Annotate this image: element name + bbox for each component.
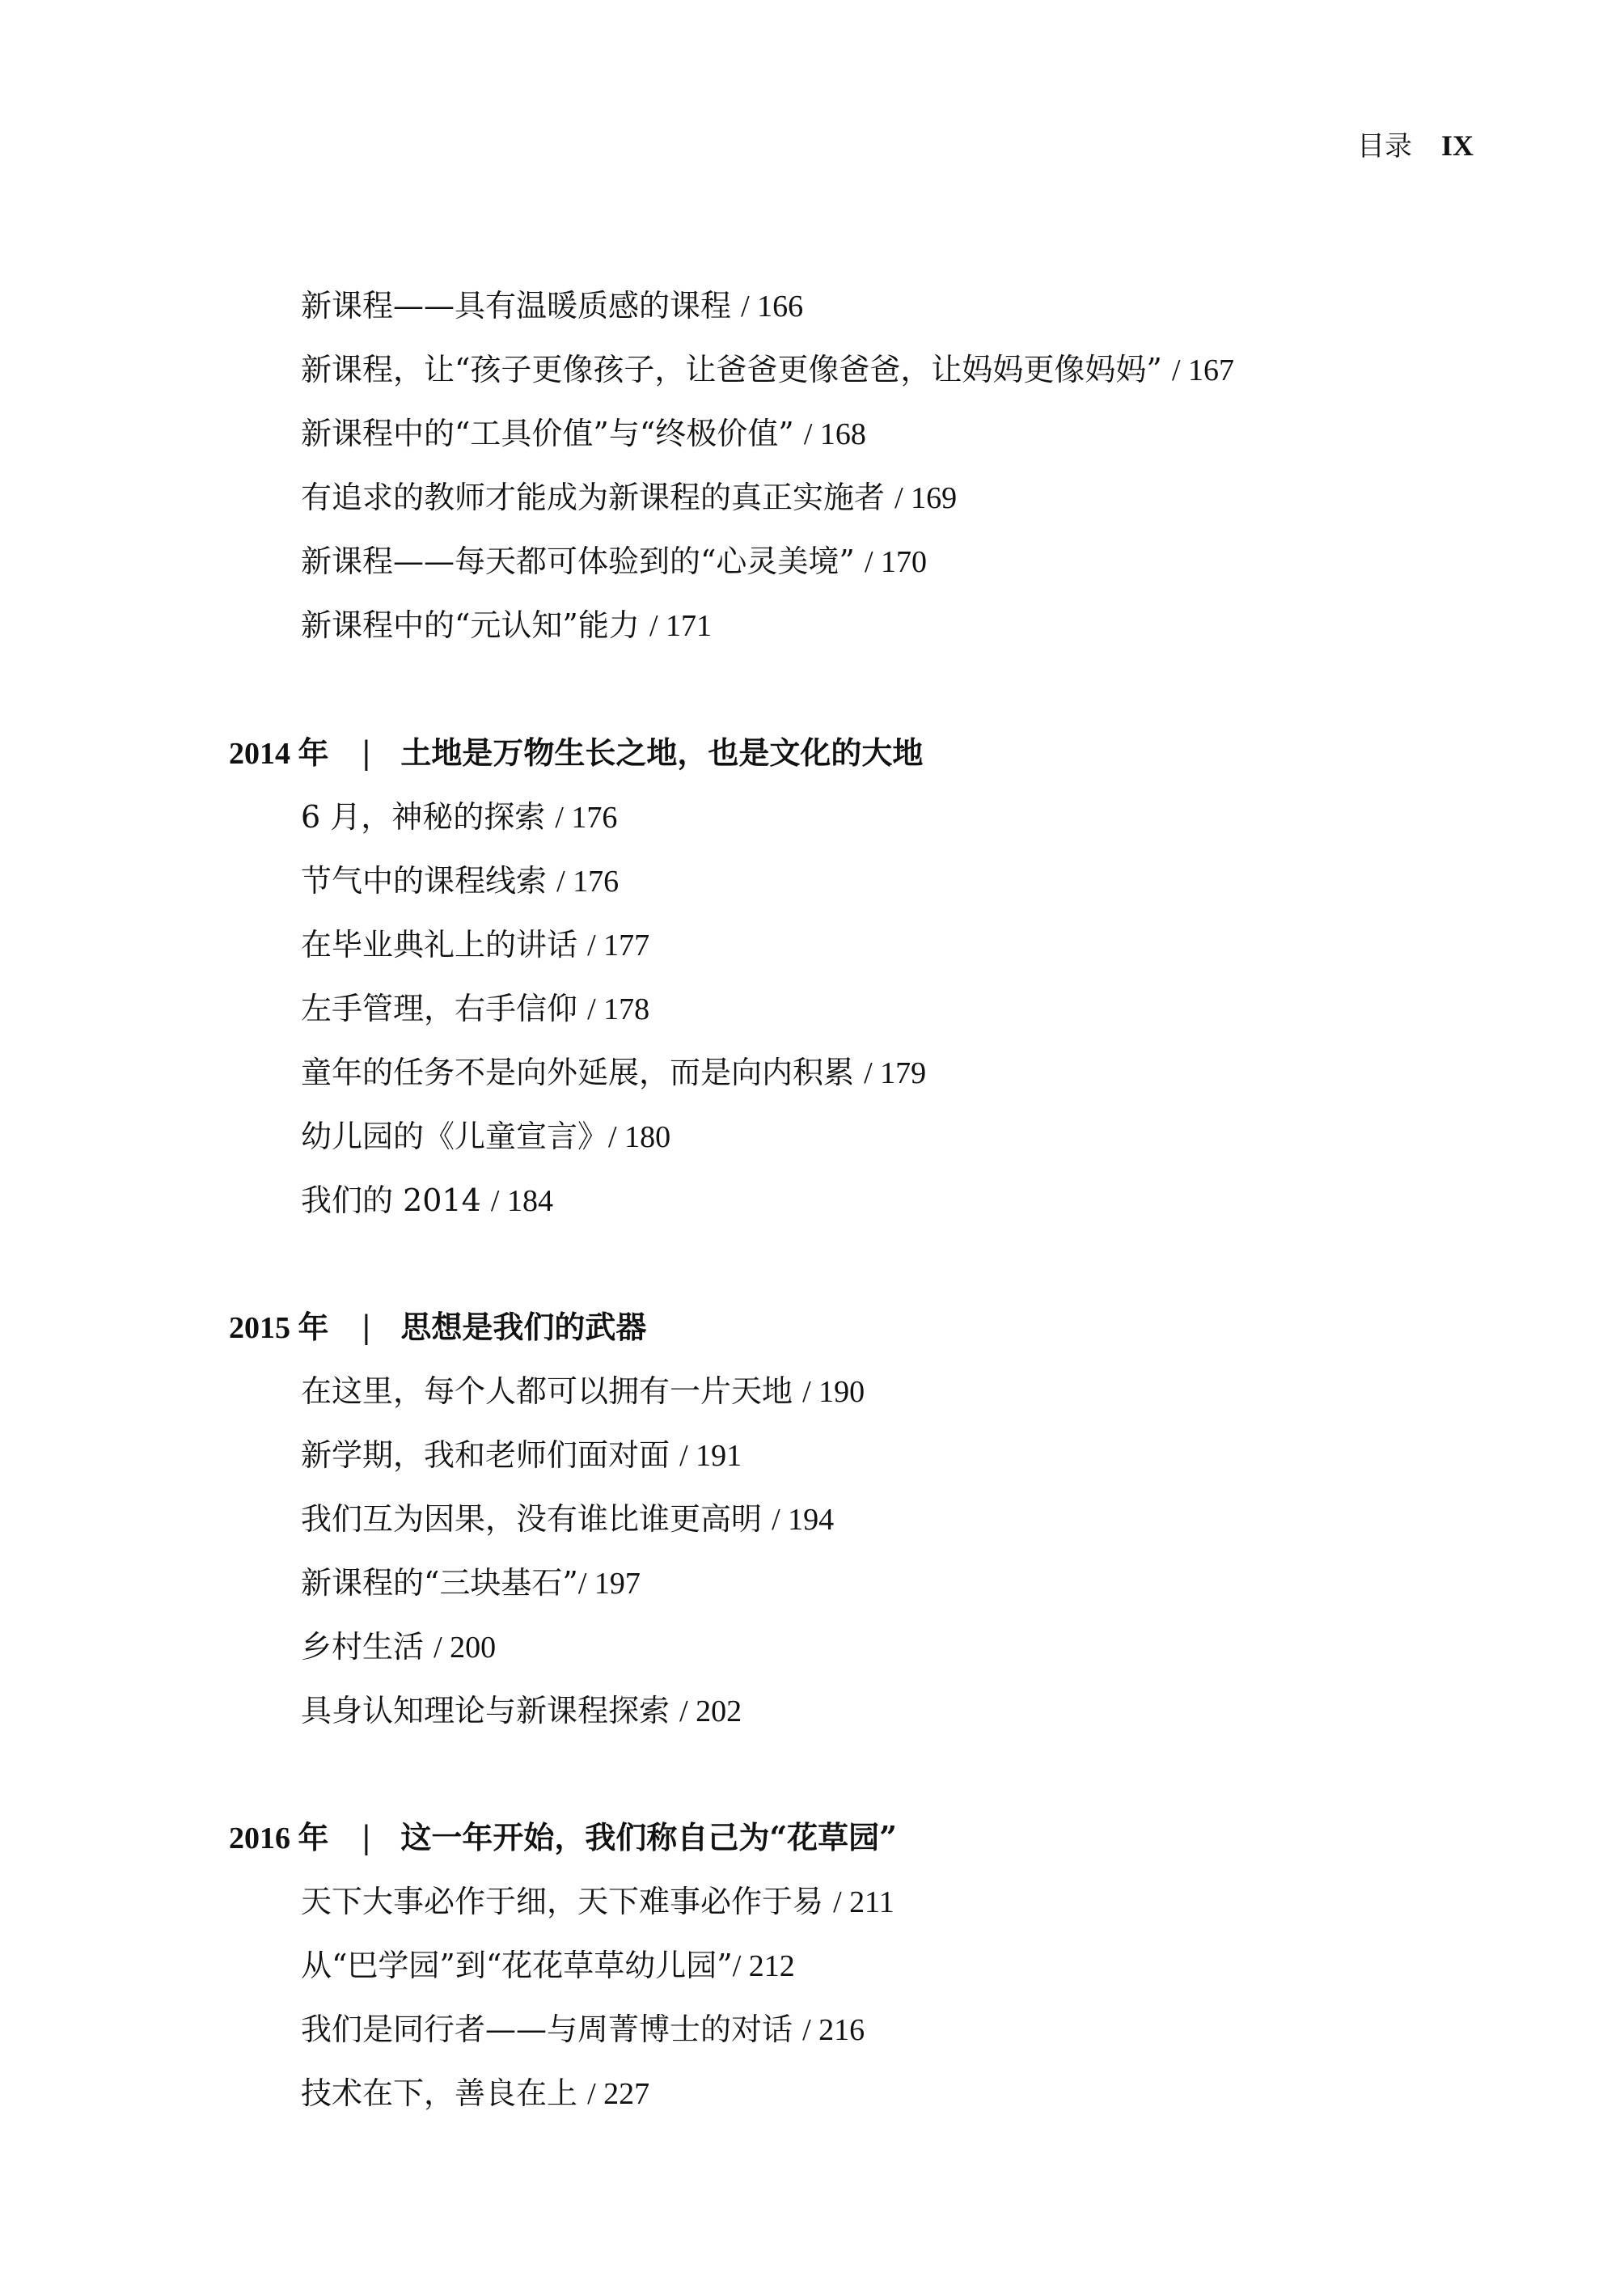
- toc-entry-title: 在这里，每个人都可以拥有一片天地: [301, 1373, 793, 1409]
- toc-entry[interactable]: [301, 797, 617, 838]
- toc-entry-title: 从“巴学园”到“花花草草幼儿园”: [301, 1948, 733, 1983]
- toc-entry-title: 天下大事必作于细，天下难事必作于易: [301, 1884, 824, 1919]
- toc-entry-title: 我们是同行者——与周菁博士的对话: [301, 2012, 793, 2047]
- toc-entry[interactable]: [301, 1881, 894, 1923]
- toc-entry-page: / 176: [556, 865, 620, 899]
- toc-entry-title: 我们的 2014: [301, 1182, 481, 1218]
- toc-entry-title: 在毕业典礼上的讲话: [301, 927, 578, 962]
- toc-entry[interactable]: [301, 477, 957, 518]
- section-heading-2016[interactable]: [229, 1817, 897, 1859]
- toc-entry-page: / 170: [864, 545, 928, 579]
- toc-entry-title: 有追求的教师才能成为新课程的真正实施者: [301, 480, 886, 515]
- toc-entry[interactable]: [301, 605, 712, 646]
- section-heading-2015[interactable]: [229, 1307, 646, 1348]
- toc-entry[interactable]: [301, 349, 1234, 391]
- toc-entry[interactable]: [301, 861, 619, 902]
- toc-entry[interactable]: [301, 541, 927, 582]
- toc-entry-page: / 178: [587, 992, 650, 1026]
- section-title: 土地是万物生长之地，也是文化的大地: [400, 734, 924, 771]
- toc-entry-page: / 169: [894, 481, 958, 515]
- section-year: 2016 年: [229, 1821, 329, 1855]
- toc-entry[interactable]: [301, 1180, 553, 1221]
- toc-entry[interactable]: [301, 1371, 865, 1412]
- toc-entry[interactable]: [301, 1116, 670, 1157]
- toc-entry[interactable]: [301, 1499, 834, 1540]
- section-year: 2015 年: [229, 1311, 329, 1345]
- toc-entry[interactable]: [301, 413, 866, 455]
- section-heading-2014[interactable]: [229, 733, 923, 774]
- toc-entry[interactable]: [301, 1052, 926, 1094]
- toc-entry-page: / 191: [679, 1439, 742, 1473]
- toc-entry-page: / 180: [608, 1120, 671, 1154]
- toc-entry-title: 新课程的“三块基石”: [301, 1565, 578, 1601]
- toc-entry-page: / 227: [587, 2077, 650, 2111]
- toc-entry-title: 新课程中的“元认知”能力: [301, 607, 640, 643]
- toc-entry[interactable]: [301, 1563, 641, 1604]
- toc-entry-page: / 184: [490, 1184, 553, 1218]
- toc-entry-title: 具身认知理论与新课程探索: [301, 1693, 670, 1728]
- toc-entry-page: / 211: [833, 1885, 894, 1919]
- toc-entry[interactable]: [301, 1627, 496, 1668]
- toc-entry[interactable]: [301, 2073, 649, 2114]
- toc-entry-page: / 212: [732, 1949, 795, 1983]
- section-title: 思想是我们的武器: [400, 1309, 647, 1345]
- toc-entry-title: 技术在下，善良在上: [301, 2075, 578, 2111]
- toc-entry-page: / 167: [1171, 353, 1235, 387]
- section-separator: |: [361, 735, 372, 771]
- toc-entry-page: / 177: [587, 929, 650, 962]
- toc-entry-title: 新课程——每天都可体验到的“心灵美境”: [301, 544, 855, 579]
- toc-entry-page: / 168: [803, 417, 866, 451]
- toc-entry[interactable]: [301, 2009, 865, 2050]
- toc-entry[interactable]: [301, 988, 649, 1030]
- toc-entry-page: / 202: [679, 1694, 742, 1728]
- toc-entry-page: / 171: [649, 609, 713, 643]
- toc-entry-page: / 190: [802, 1375, 865, 1409]
- toc-entry-title: 左手管理，右手信仰: [301, 991, 578, 1026]
- toc-entry-page: / 216: [802, 2013, 865, 2047]
- toc-entry-title: 乡村生活: [301, 1629, 425, 1665]
- toc-entry-title: 新学期，我和老师们面对面: [301, 1437, 670, 1473]
- section-title: 这一年开始，我们称自己为“花草园”: [400, 1819, 898, 1855]
- toc-entry[interactable]: [301, 286, 803, 327]
- toc-entry-page: / 176: [555, 801, 618, 835]
- section-separator: |: [361, 1309, 372, 1345]
- toc-entry[interactable]: [301, 924, 649, 966]
- toc-entry-title: 6 月，神秘的探索: [301, 799, 546, 835]
- toc-entry-title: 新课程——具有温暖质感的课程: [301, 288, 732, 324]
- running-head-title: 目录: [1356, 130, 1412, 163]
- toc-entry-page: / 200: [433, 1631, 497, 1665]
- running-head-page-number: IX: [1440, 129, 1474, 162]
- toc-entry-page: / 194: [772, 1503, 835, 1537]
- toc-entry[interactable]: [301, 1690, 742, 1732]
- toc-entry-page: / 197: [577, 1567, 641, 1601]
- toc-entry-title: 幼儿园的《儿童宣言》: [301, 1119, 609, 1154]
- toc-entry-page: / 179: [864, 1056, 927, 1090]
- section-year: 2014 年: [229, 737, 329, 771]
- toc-entry-title: 童年的任务不是向外延展，而是向内积累: [301, 1055, 855, 1090]
- toc-entry[interactable]: [301, 1945, 795, 1986]
- toc-entry-title: 我们互为因果，没有谁比谁更高明: [301, 1501, 763, 1537]
- section-separator: |: [361, 1820, 372, 1855]
- toc-entry-title: 新课程中的“工具价值”与“终极价值”: [301, 416, 794, 451]
- toc-entry-title: 新课程，让“孩子更像孩子，让爸爸更像爸爸，让妈妈更像妈妈”: [301, 352, 1162, 387]
- toc-entry[interactable]: [301, 1435, 742, 1476]
- toc-entry-page: / 166: [741, 290, 804, 324]
- toc-entry-title: 节气中的课程线索: [301, 863, 548, 899]
